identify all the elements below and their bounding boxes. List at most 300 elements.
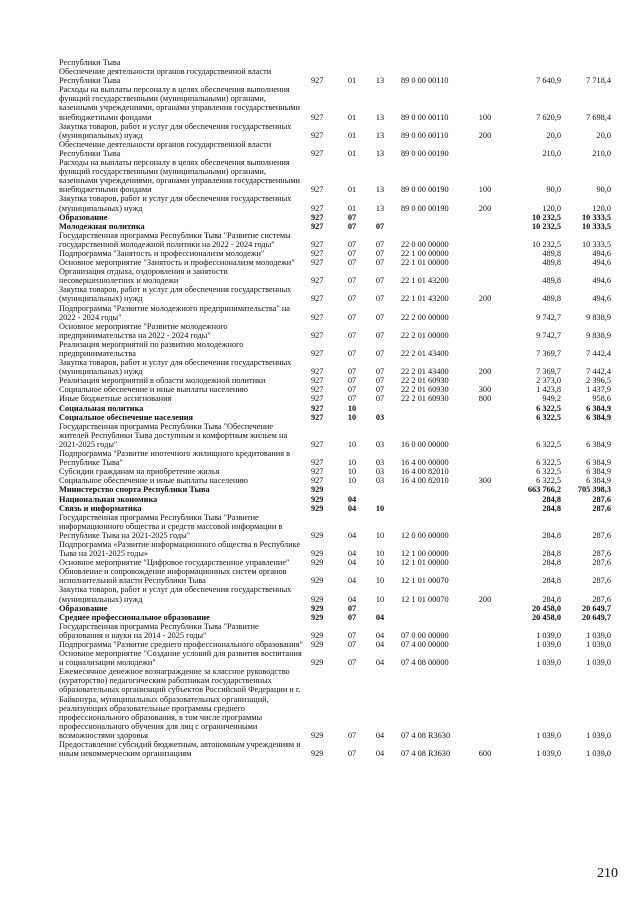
row-amount-year2: 287,6 [592, 576, 611, 586]
row-target-article: 12 1 00 00000 [401, 549, 449, 559]
row-podrazdel: 13 [375, 76, 385, 86]
row-ved: 929 [311, 594, 324, 604]
row-ved: 929 [311, 494, 324, 504]
row-ved: 927 [311, 185, 324, 195]
row-razdel: 10 [347, 403, 357, 413]
row-razdel: 04 [347, 530, 357, 540]
table-row [0, 122, 640, 140]
row-name: Реализация мероприятий по развитию молодежного предпринимательства [59, 339, 244, 358]
row-target-article: 22 2 01 43400 [401, 367, 449, 377]
row-amount-year2: 494,6 [592, 258, 611, 268]
row-target-article: 16 0 00 00000 [401, 439, 449, 449]
row-amount-year2: 287,6 [592, 494, 611, 504]
row-razdel: 07 [347, 212, 357, 222]
row-amount-year1: 7 369,7 [536, 367, 561, 377]
row-podrazdel: 10 [375, 549, 385, 559]
row-expense-type: 200 [478, 294, 492, 304]
row-ved: 927 [311, 412, 324, 422]
row-podrazdel: 13 [375, 112, 385, 122]
row-amount-year2: 7 442,4 [586, 367, 611, 377]
row-expense-type: 200 [478, 367, 492, 377]
row-amount-year1: 20,0 [546, 130, 561, 140]
table-row [0, 540, 640, 558]
table-row [0, 604, 640, 613]
row-name: Министерство спорта Республики Тыва [59, 485, 210, 495]
row-name: Реализация мероприятий в области молодежной политики [59, 376, 266, 386]
row-ved: 927 [311, 467, 324, 477]
table-row [0, 340, 640, 358]
row-amount-year1: 7 640,9 [536, 76, 561, 86]
row-amount-year2: 10 333,5 [581, 212, 611, 222]
row-razdel: 07 [347, 349, 357, 358]
row-podrazdel: 04 [375, 658, 385, 668]
table-row [0, 413, 640, 422]
table-row [0, 622, 640, 640]
row-ved: 929 [311, 549, 324, 559]
row-ved: 927 [311, 312, 324, 322]
row-amount-year1: 284,8 [542, 558, 561, 568]
page-number: 210 [597, 866, 618, 881]
table-row [0, 485, 640, 494]
row-razdel: 07 [347, 330, 357, 340]
row-ved: 927 [311, 212, 324, 222]
row-target-article: 89 0 00 00190 [401, 148, 449, 158]
table-row [0, 213, 640, 222]
row-razdel: 07 [347, 276, 357, 286]
row-name: Социальное обеспечение и иные выплаты населению [59, 385, 248, 395]
row-amount-year2: 287,6 [592, 558, 611, 568]
row-name: Подпрограмма "Развитие молодежного предпринимательства" на 2022 - 2024 годы" [59, 303, 290, 322]
table-row [0, 640, 640, 649]
row-amount-year2: 1 437,9 [586, 385, 611, 395]
row-target-article: 22 2 01 60930 [401, 385, 449, 395]
row-podrazdel: 03 [375, 467, 385, 477]
row-podrazdel: 04 [375, 630, 385, 640]
table-row [0, 558, 640, 567]
row-ved: 927 [311, 130, 324, 140]
table-row [0, 67, 640, 85]
row-amount-year1: 284,8 [542, 594, 561, 604]
row-ved: 929 [311, 630, 324, 640]
row-podrazdel: 03 [375, 412, 385, 422]
row-podrazdel: 07 [375, 239, 385, 249]
row-amount-year2: 2 396,5 [586, 376, 611, 386]
row-razdel: 07 [347, 730, 357, 740]
table-row [0, 322, 640, 340]
row-name: Социальное обеспечение населения [59, 412, 194, 422]
row-podrazdel: 03 [375, 439, 385, 449]
row-name: Государственная программа Республики Тыва "Развитие образования и науки на 2014 - 2025 годы" [59, 621, 259, 640]
row-target-article: 12 0 00 00000 [401, 530, 449, 540]
row-podrazdel: 07 [375, 276, 385, 286]
row-amount-year1: 489,8 [542, 258, 561, 268]
row-razdel: 01 [347, 112, 357, 122]
row-name: Обновление и сопровождение информационных систем органов исполнительной власти Республики Тыва [59, 567, 287, 586]
row-expense-type: 600 [478, 749, 492, 759]
row-podrazdel: 07 [375, 394, 385, 404]
row-name: Обеспечение деятельности органов государственной власти Республики Тыва [59, 139, 272, 158]
row-amount-year2: 20,0 [596, 130, 611, 140]
row-name: Закупка товаров, работ и услуг для обеспечения государственных (муниципальных) нужд [59, 121, 292, 140]
row-name: Подпрограмма «Развитие информационного общества в Республике Тыва на 2021-2025 годы» [59, 539, 301, 559]
row-podrazdel: 07 [375, 385, 385, 395]
row-target-article: 22 2 00 00000 [401, 312, 449, 322]
row-amount-year1: 489,8 [542, 294, 561, 304]
row-razdel: 01 [347, 130, 357, 140]
row-name: Среднее профессиональное образование [59, 612, 210, 622]
row-razdel: 10 [347, 467, 357, 477]
row-amount-year1: 9 742,7 [536, 330, 561, 340]
row-amount-year1: 6 322,5 [536, 439, 561, 449]
row-amount-year1: 1 039,0 [536, 658, 561, 668]
row-amount-year1: 210,0 [542, 148, 561, 158]
row-amount-year2: 287,6 [592, 594, 611, 604]
row-name: Организация отдыха, оздоровления и занятости несовершеннолетних и молодежи [59, 267, 228, 286]
row-amount-year1: 489,8 [542, 248, 561, 258]
row-razdel: 07 [347, 749, 357, 759]
row-target-article: 89 0 00 00110 [401, 112, 449, 122]
row-ved: 927 [311, 439, 324, 449]
row-podrazdel: 07 [375, 312, 385, 322]
row-amount-year1: 489,8 [542, 276, 561, 286]
row-expense-type: 200 [478, 594, 492, 604]
row-amount-year2: 1 039,0 [586, 658, 611, 668]
row-name: Основное мероприятие "Занятость и профессионализм молодежи" [59, 258, 295, 268]
table-row [0, 740, 640, 758]
table-row [0, 585, 640, 603]
table-row [0, 567, 640, 585]
row-razdel: 07 [347, 248, 357, 258]
row-target-article: 22 1 01 43200 [401, 276, 449, 286]
row-target-article: 22 0 00 00000 [401, 239, 449, 249]
row-ved: 929 [311, 640, 324, 649]
row-ved: 929 [311, 530, 324, 540]
row-target-article: 89 0 00 00190 [401, 203, 449, 213]
row-razdel: 07 [347, 376, 357, 386]
row-ved: 927 [311, 330, 324, 340]
row-amount-year2: 90,0 [596, 185, 611, 195]
row-razdel: 04 [347, 549, 357, 559]
row-ved: 929 [311, 485, 324, 495]
row-target-article: 22 1 00 00000 [401, 248, 449, 258]
row-name: Подпрограмма "Развитие ипотечного жилищного кредитования в Республике Тыва" [59, 449, 291, 468]
row-target-article: 22 2 01 00000 [401, 330, 449, 340]
row-amount-year2: 287,6 [592, 549, 611, 559]
row-target-article: 22 2 01 60930 [401, 376, 449, 386]
row-expense-type: 300 [478, 476, 492, 486]
row-ved: 927 [311, 112, 324, 122]
row-ved: 927 [311, 403, 324, 413]
row-podrazdel: 10 [375, 503, 385, 513]
row-amount-year2: 20 649,7 [581, 603, 611, 613]
row-razdel: 07 [347, 658, 357, 668]
row-razdel: 10 [347, 458, 357, 468]
row-amount-year2: 494,6 [592, 294, 611, 304]
row-razdel: 07 [347, 294, 357, 304]
table-row [0, 358, 640, 376]
row-target-article: 07 0 00 00000 [401, 630, 449, 640]
row-ved: 927 [311, 76, 324, 86]
row-target-article: 22 2 01 60930 [401, 394, 449, 404]
row-amount-year2: 705 398,3 [577, 485, 611, 495]
row-target-article: 22 1 01 43200 [401, 294, 449, 304]
row-ved: 929 [311, 658, 324, 668]
row-razdel: 07 [347, 630, 357, 640]
row-amount-year1: 9 742,7 [536, 312, 561, 322]
row-name: Иные бюджетные ассигнования [59, 394, 172, 404]
row-amount-year1: 120,0 [542, 203, 561, 213]
table-row [0, 404, 640, 413]
table-row [0, 249, 640, 258]
row-expense-type: 200 [478, 203, 492, 213]
row-podrazdel: 10 [375, 594, 385, 604]
row-amount-year2: 6 384,9 [586, 439, 611, 449]
row-ved: 927 [311, 248, 324, 258]
row-amount-year1: 2 373,0 [536, 376, 561, 386]
row-amount-year2: 7 442,4 [586, 349, 611, 358]
row-razdel: 10 [347, 412, 357, 422]
table-row [0, 258, 640, 267]
row-razdel: 04 [347, 558, 357, 568]
row-podrazdel: 10 [375, 558, 385, 568]
row-razdel: 07 [347, 312, 357, 322]
row-name: Государственная программа Республики Тыва "Развитие системы государственной молодежной политики на 2022 - 2024 годы" [59, 230, 291, 249]
row-amount-year1: 284,8 [542, 549, 561, 559]
row-expense-type: 100 [478, 112, 492, 122]
row-target-article: 16 4 00 00000 [401, 458, 449, 468]
row-razdel: 04 [347, 503, 357, 513]
table-row [0, 85, 640, 121]
row-ved: 929 [311, 730, 324, 740]
row-amount-year2: 7 718,4 [586, 76, 611, 86]
row-amount-year1: 6 322,5 [536, 403, 561, 413]
row-amount-year2: 9 838,9 [586, 312, 611, 322]
row-podrazdel: 07 [375, 330, 385, 340]
row-amount-year2: 1 039,0 [586, 630, 611, 640]
row-razdel: 07 [347, 221, 357, 231]
row-amount-year2: 20 649,7 [581, 612, 611, 622]
row-amount-year1: 7 369,7 [536, 349, 561, 358]
row-name: Государственная программа Республики Тыва "Обеспечение жителей Республики Тыва доступным и комфортным жильем на 2021-2025 годы" [59, 421, 288, 449]
row-podrazdel: 13 [375, 148, 385, 158]
row-razdel: 01 [347, 185, 357, 195]
row-ved: 929 [311, 612, 324, 622]
row-podrazdel: 07 [375, 349, 385, 358]
row-amount-year2: 6 384,9 [586, 458, 611, 468]
row-expense-type: 300 [478, 385, 492, 395]
row-target-article: 07 4 08 R3630 [401, 749, 451, 759]
row-razdel: 01 [347, 148, 357, 158]
row-amount-year2: 1 039,0 [586, 640, 611, 649]
row-target-article: 12 1 01 00070 [401, 594, 449, 604]
row-ved: 927 [311, 394, 324, 404]
table-row [0, 422, 640, 449]
row-ved: 929 [311, 603, 324, 613]
row-name: Национальная экономика [59, 494, 158, 504]
row-amount-year2: 120,0 [592, 203, 611, 213]
row-podrazdel: 10 [375, 576, 385, 586]
row-amount-year2: 494,6 [592, 276, 611, 286]
row-razdel: 10 [347, 476, 357, 486]
row-amount-year2: 10 333,5 [581, 221, 611, 231]
row-razdel: 10 [347, 439, 357, 449]
row-ved: 927 [311, 239, 324, 249]
row-name: Предоставление субсидий бюджетным, автономным учреждениям и иным некоммерческим организациям [59, 740, 301, 759]
row-amount-year1: 1 039,0 [536, 730, 561, 740]
table-row [0, 613, 640, 622]
row-name: Закупка товаров, работ и услуг для обеспечения государственных (муниципальных) нужд [59, 358, 292, 377]
row-podrazdel: 04 [375, 612, 385, 622]
row-target-article: 07 4 08 00000 [401, 658, 449, 668]
row-amount-year1: 1 039,0 [536, 640, 561, 649]
row-podrazdel: 04 [375, 749, 385, 759]
row-name: Образование [59, 212, 108, 222]
row-amount-year1: 20 458,0 [531, 603, 561, 613]
table-row [0, 449, 640, 467]
row-amount-year1: 284,8 [542, 503, 561, 513]
row-amount-year2: 1 039,0 [586, 730, 611, 740]
row-name: Основное мероприятие "Создание условий для развития воспитания и социализации молодежи" [59, 649, 302, 668]
row-target-article: 89 0 00 00190 [401, 185, 449, 195]
table-row [0, 504, 640, 513]
row-podrazdel: 07 [375, 376, 385, 386]
row-ved: 927 [311, 294, 324, 304]
row-amount-year1: 10 232,5 [531, 212, 561, 222]
row-ved: 927 [311, 376, 324, 386]
row-name: Молодежная политика [59, 221, 145, 231]
row-amount-year1: 284,8 [542, 576, 561, 586]
row-razdel: 07 [347, 612, 357, 622]
row-amount-year1: 6 322,5 [536, 458, 561, 468]
table-row [0, 194, 640, 212]
row-target-article: 16 4 00 82010 [401, 476, 449, 486]
row-amount-year2: 6 384,9 [586, 467, 611, 477]
row-amount-year2: 287,6 [592, 530, 611, 540]
table-row [0, 231, 640, 249]
row-name: Обеспечение деятельности органов государственной власти Республики Тыва [59, 67, 272, 86]
row-razdel: 07 [347, 603, 357, 613]
row-amount-year2: 7 698,4 [586, 112, 611, 122]
row-amount-year2: 958,6 [592, 394, 611, 404]
row-amount-year2: 210,0 [592, 148, 611, 158]
row-ved: 927 [311, 221, 324, 231]
row-target-article: 89 0 00 00110 [401, 130, 449, 140]
row-name: Государственная программа Республики Тыва "Развитие информационного общества и средств массовой информации в Республике Тыва на 2021-2025 годы" [59, 512, 283, 540]
row-amount-year1: 284,8 [542, 494, 561, 504]
row-razdel: 07 [347, 367, 357, 377]
row-podrazdel: 07 [375, 367, 385, 377]
row-amount-year2: 287,6 [592, 503, 611, 513]
row-ved: 927 [311, 476, 324, 486]
table-row [0, 304, 640, 322]
row-amount-year1: 10 232,5 [531, 239, 561, 249]
row-amount-year2: 1 039,0 [586, 749, 611, 759]
row-amount-year1: 90,0 [546, 185, 561, 195]
row-target-article: 12 1 01 00070 [401, 576, 449, 586]
row-razdel: 01 [347, 203, 357, 213]
row-expense-type: 800 [478, 394, 492, 404]
table-row [0, 513, 640, 540]
row-target-article: 07 4 00 00000 [401, 640, 449, 649]
row-target-article: 16 4 00 82010 [401, 467, 449, 477]
row-razdel: 07 [347, 258, 357, 268]
row-name: Социальное обеспечение и иные выплаты населению [59, 476, 248, 486]
table-row [0, 58, 640, 67]
row-amount-year2: 494,6 [592, 248, 611, 258]
row-ved: 927 [311, 258, 324, 268]
row-ved: 929 [311, 503, 324, 513]
row-ved: 927 [311, 349, 324, 358]
row-ved: 927 [311, 367, 324, 377]
row-amount-year1: 7 620,9 [536, 112, 561, 122]
row-amount-year2: 6 384,9 [586, 412, 611, 422]
row-razdel: 07 [347, 385, 357, 395]
row-podrazdel: 13 [375, 203, 385, 213]
row-amount-year1: 20 458,0 [531, 612, 561, 622]
row-expense-type: 100 [478, 185, 492, 195]
row-razdel: 04 [347, 594, 357, 604]
row-podrazdel: 07 [375, 294, 385, 304]
row-target-article: 07 4 08 R3630 [401, 730, 451, 740]
table-row [0, 158, 640, 194]
row-ved: 927 [311, 203, 324, 213]
row-podrazdel: 03 [375, 476, 385, 486]
row-amount-year1: 10 232,5 [531, 221, 561, 231]
table-row [0, 495, 640, 504]
row-amount-year1: 1 039,0 [536, 749, 561, 759]
row-name: Связь и информатика [59, 503, 142, 513]
row-podrazdel: 04 [375, 640, 385, 649]
row-expense-type: 200 [478, 130, 492, 140]
row-razdel: 07 [347, 239, 357, 249]
row-amount-year1: 284,8 [542, 530, 561, 540]
row-target-article: 12 1 01 00000 [401, 558, 449, 568]
row-ved: 927 [311, 148, 324, 158]
table-row [0, 667, 640, 740]
row-amount-year1: 6 322,5 [536, 476, 561, 486]
row-name: Ежемесячное денежное вознаграждение за классное руководство (кураторство) педагогическим работникам государственных образовательных организаций субъектов Российской Федерации и г. Байконура, муниципальных образовательных организаций, реализующих образовательные программы среднего профессионального образования, в том числе программы профессионального обучения для лиц с ограниченными возможностями здоровья [59, 667, 301, 740]
table-row [0, 476, 640, 485]
row-name: Основное мероприятие "Развитие молодежного предпринимательства на 2022 - 2024 годы" [59, 321, 228, 340]
row-name: Социальная политика [59, 403, 144, 413]
row-name: Подпрограмма "Развитие среднего профессионального образования" [59, 640, 303, 649]
row-podrazdel: 13 [375, 130, 385, 140]
table-row [0, 267, 640, 285]
table-row [0, 385, 640, 394]
row-podrazdel: 07 [375, 258, 385, 268]
row-razdel: 07 [347, 640, 357, 649]
row-name: Закупка товаров, работ и услуг для обеспечения государственных (муниципальных) нужд [59, 285, 292, 304]
row-amount-year1: 6 322,5 [536, 412, 561, 422]
row-amount-year1: 6 322,5 [536, 467, 561, 477]
row-amount-year1: 1 039,0 [536, 630, 561, 640]
row-razdel: 07 [347, 394, 357, 404]
row-name: Образование [59, 603, 108, 613]
row-amount-year2: 6 384,9 [586, 403, 611, 413]
row-amount-year2: 10 333,5 [581, 239, 611, 249]
row-podrazdel: 13 [375, 185, 385, 195]
row-name: Республики Тыва [59, 58, 121, 67]
row-ved: 929 [311, 558, 324, 568]
row-ved: 929 [311, 749, 324, 759]
table-row [0, 394, 640, 403]
table-row [0, 376, 640, 385]
row-name: Подпрограмма "Занятость и профессионализм молодежи" [59, 248, 265, 258]
row-name: Основное мероприятие "Цифровое государственное управление" [59, 558, 290, 568]
row-amount-year1: 949,2 [542, 394, 561, 404]
row-amount-year1: 1 423,8 [536, 385, 561, 395]
row-razdel: 01 [347, 76, 357, 86]
